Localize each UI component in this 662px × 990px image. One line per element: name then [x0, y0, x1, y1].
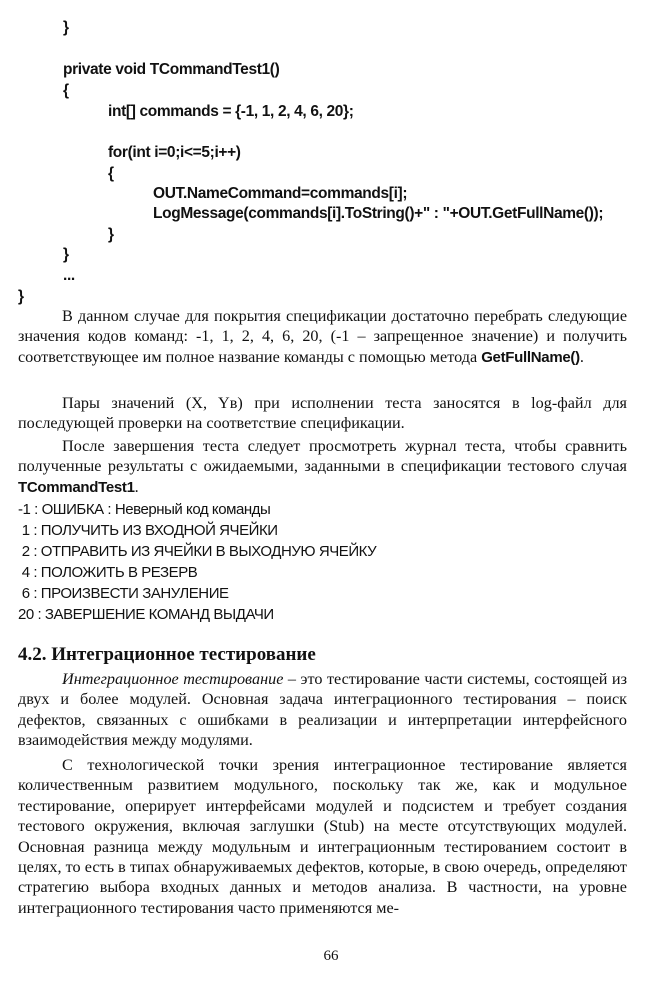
paragraph-text: После завершения теста следует просмотреть журнал теста, чтобы сравнить полученные результаты с ожидаемыми, заданными в спецификации тестового случая: [18, 437, 627, 476]
code-line: }: [63, 246, 69, 263]
paragraph: [18, 306, 627, 368]
log-line: 4 : ПОЛОЖИТЬ В РЕЗЕРВ: [18, 564, 198, 581]
paragraph: [18, 436, 627, 498]
log-line: 20 : ЗАВЕРШЕНИЕ КОМАНД ВЫДАЧИ: [18, 606, 274, 623]
paragraph-end: .: [579, 347, 584, 366]
log-line: 6 : ПРОИЗВЕСТИ ЗАНУЛЕНИЕ: [18, 585, 229, 602]
section-heading: 4.2. Интеграционное тестирование: [18, 644, 316, 665]
code-line: }: [63, 19, 69, 36]
paragraph-end: .: [134, 477, 139, 496]
code-line: {: [63, 82, 69, 99]
method-name: GetFullName(): [481, 348, 580, 366]
paragraph: [18, 393, 627, 434]
page-number: 66: [323, 948, 339, 964]
log-line: 1 : ПОЛУЧИТЬ ИЗ ВХОДНОЙ ЯЧЕЙКИ: [18, 522, 278, 539]
code-line: {: [108, 165, 114, 182]
paragraph-text: – это тестирование части системы, состоящей из двух и более модулей. Основная задача интеграционного тестирования – поиск дефектов, связанных с ошибками в реализации и интерпретации интерфейсного взаимодействия между модулями.: [18, 670, 627, 750]
code-line: ...: [63, 267, 75, 284]
code-line: }: [18, 288, 24, 305]
paragraph: [18, 755, 627, 918]
code-line: OUT.NameCommand=commands[i];: [153, 185, 408, 202]
term: Интеграционное тестирование: [62, 670, 284, 688]
code-line: }: [108, 226, 114, 243]
paragraph: [18, 669, 627, 751]
code-line: LogMessage(commands[i].ToString()+" : "+OUT.GetFullName());: [153, 205, 604, 222]
log-line: -1 : ОШИБКА : Неверный код команды: [18, 501, 271, 518]
paragraph-text: В данном случае для покрытия спецификации достаточно перебрать следующие значения кодов команд: -1, 1, 2, 4, 6, 20, (-1 – запрещенное значение) и получить соответствующее им полное название команды с помощью метода: [18, 307, 627, 366]
paragraph-text: Пары значений (X, Yв) при исполнении теста заносятся в log-файл для последующей проверки на соответствие спецификации.: [18, 394, 627, 433]
code-line: for(int i=0;i<=5;i++): [108, 144, 241, 161]
paragraph-text: С технологической точки зрения интеграционное тестирование является количественным развитием модульного, поскольку так же, как и модульное тестирование, оперирует интерфейсами модулей и подсистем и требует создания тестового окружения, включая заглушки (Stub) на месте отсутствующих модулей. Основная разница между модульным и интеграционным тестированием состоит в целях, то есть в типах обнаруживаемых дефектов, которые, в свою очередь, определяют стратегию выбора входных данных и методов анализа. В частности, на уровне интеграционного тестирования часто применяются ме-: [18, 756, 627, 917]
code-line: private void TCommandTest1(): [63, 61, 280, 78]
code-line: int[] commands = {-1, 1, 2, 4, 6, 20};: [108, 103, 354, 120]
log-line: 2 : ОТПРАВИТЬ ИЗ ЯЧЕЙКИ В ВЫХОДНУЮ ЯЧЕЙКУ: [18, 543, 377, 560]
test-name: TCommandTest1: [18, 478, 135, 496]
